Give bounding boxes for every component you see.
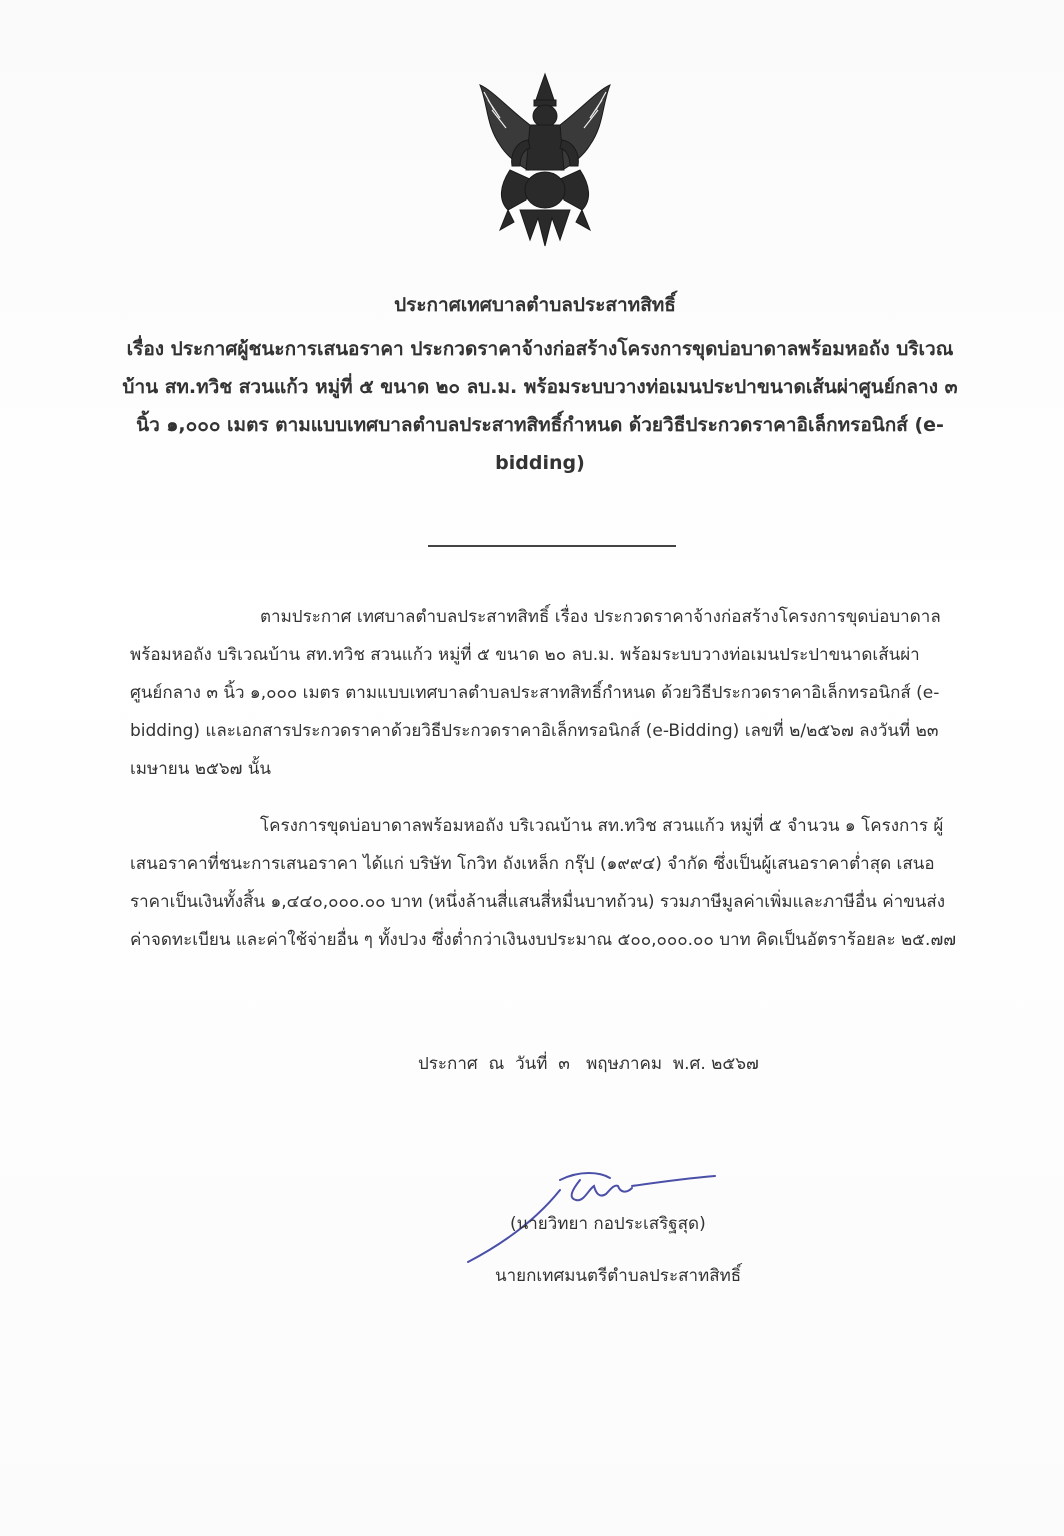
announcement-date: ประกาศ ณ วันที่ ๓ พฤษภาคม พ.ศ. ๒๕๖๗ [418, 1054, 759, 1074]
body-paragraph-1: ตามประกาศ เทศบาลตำบลประสาทสิทธิ์ เรื่อง ประกวดราคาจ้างก่อสร้างโครงการขุดบ่อบาดาลพร้อมหอถัง บริเวณบ้าน สท.ทวิช สวนแก้ว หมู่ที่ ๕ ขนาด ๒๐ ลบ.ม. พร้อมระบบวางท่อเมนประปาขนาดเส้นผ่าศูนย์กลาง ๓ นิ้ว ๑,๐๐๐ เมตร ตามแบบเทศบาลตำบลประสาทสิทธิ์กำหนด ด้วยวิธีประกวดราคาอิเล็กทรอนิกส์ (e-bidding) และเอกสารประกวดราคาด้วยวิธีประกวดราคาอิเล็กทรอนิกส์ (e-Bidding) เลขที่ ๒/๒๕๖๗ ลงวันที่ ๒๓ เมษายน ๒๕๖๗ นั้น [130, 607, 941, 779]
signer-name: (นายวิทยา กอประเสริฐสุด) [510, 1214, 706, 1234]
divider-line [428, 545, 676, 547]
signer-position: นายกเทศมนตรีตำบลประสาทสิทธิ์ [495, 1266, 742, 1286]
garuda-emblem-icon [470, 70, 620, 250]
document-subject: เรื่อง ประกาศผู้ชนะการเสนอราคา ประกวดราคาจ้างก่อสร้างโครงการขุดบ่อบาดาลพร้อมหอถัง บริเวณ บ้าน สท.ทวิช สวนแก้ว หมู่ที่ ๕ ขนาด ๒๐ ลบ.ม. พร้อมระบบวางท่อเมนประปาขนาดเส้นผ่าศูนย์กลาง ๓ นิ้ว ๑,๐๐๐ เมตร ตามแบบเทศบาลตำบลประสาทสิทธิ์กำหนด ด้วยวิธีประกวดราคาอิเล็กทรอนิกส์ (e-bidding) [122, 338, 958, 474]
body-paragraph-2: โครงการขุดบ่อบาดาลพร้อมหอถัง บริเวณบ้าน สท.ทวิช สวนแก้ว หมู่ที่ ๕ จำนวน ๑ โครงการ ผู้เสนอราคาที่ชนะการเสนอราคา ได้แก่ บริษัท โกวิท ถังเหล็ก กรุ๊ป (๑๙๙๔) จำกัด ซึ่งเป็นผู้เสนอราคาต่ำสุด เสนอราคาเป็นเงินทั้งสิ้น ๑,๔๔๐,๐๐๐.๐๐ บาท (หนึ่งล้านสี่แสนสี่หมื่นบาทถ้วน) รวมภาษีมูลค่าเพิ่มและภาษีอื่น ค่าขนส่ง ค่าจดทะเบียน และค่าใช้จ่ายอื่น ๆ ทั้งปวง ซึ่งต่ำกว่าเงินงบประมาณ ๕๐๐,๐๐๐.๐๐ บาท คิดเป็นอัตราร้อยละ ๒๕.๗๗ [130, 816, 957, 950]
document-title: ประกาศเทศบาลตำบลประสาทสิทธิ์ [394, 294, 676, 316]
